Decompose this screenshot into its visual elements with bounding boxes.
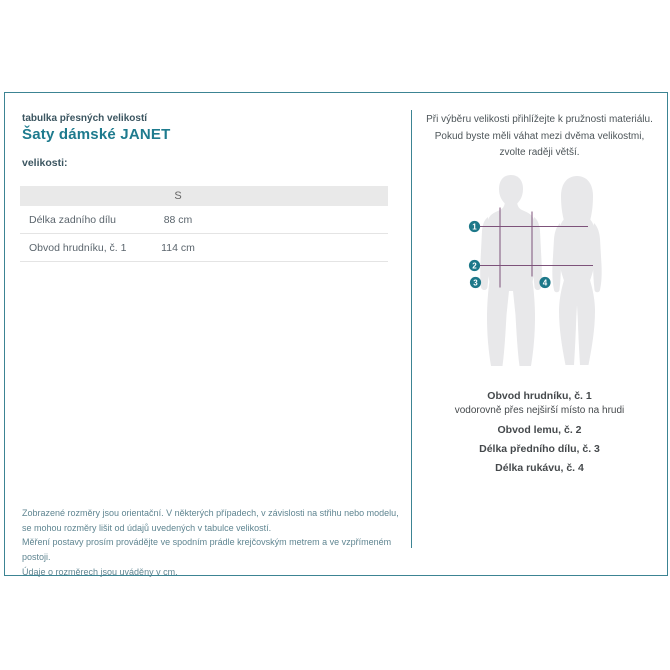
table-row: [20, 206, 388, 234]
size-advice-line: Při výběru velikosti přihlížejte k pružnosti materiálu.: [426, 114, 653, 125]
legend-item: Délka rukávu, č. 4: [495, 462, 584, 474]
measurement-label: Délka zadního dílu: [29, 213, 116, 226]
legend-item: Obvod lemu, č. 2: [497, 424, 582, 436]
marker-3-label: 3: [473, 278, 478, 288]
disclaimer: [22, 506, 408, 580]
measurement-figure: [455, 165, 615, 375]
disclaimer-line: Měření postavy prosím provádějte ve spodním prádle krejčovským metrem a ve vzpřímeném postoji.: [22, 537, 392, 563]
product-title: Šaty dámské JANET: [22, 126, 171, 143]
table-eyebrow: tabulka přesných velikostí: [22, 113, 148, 124]
sizes-label: velikosti:: [22, 157, 68, 169]
disclaimer-line: se mohou rozměry lišit od údajů uvedených v tabulce velikostí.: [22, 522, 272, 533]
measurement-legend: [412, 390, 667, 474]
measurement-value: 88 cm: [163, 213, 193, 226]
female-silhouette: [552, 176, 601, 365]
size-table: [20, 186, 388, 262]
marker-1-label: 1: [472, 222, 477, 232]
legend-item: Obvod hrudníku, č. 1: [487, 390, 592, 402]
measurement-label: Obvod hrudníku, č. 1: [29, 241, 127, 254]
size-column-header: S: [174, 190, 182, 202]
size-advice-line: zvolte raději větší.: [499, 147, 580, 158]
disclaimer-line: Zobrazené rozměry jsou orientační. V některých případech, v závislosti na střihu nebo modelu,: [22, 508, 399, 518]
marker-4-label: 4: [542, 278, 548, 288]
legend-item: Délka předního dílu, č. 3: [479, 443, 600, 455]
size-advice-line: Pokud byste měli váhat mezi dvěma velikostmi,: [434, 130, 645, 142]
disclaimer-line: Údaje o rozměrech jsou uváděny v cm.: [22, 566, 178, 577]
vertical-divider: [411, 110, 412, 548]
legend-item-sub: vodorovně přes nejširší místo na hrudi: [454, 405, 625, 416]
size-advice: [412, 112, 667, 162]
measurement-value: 114 cm: [161, 241, 195, 254]
size-chart-panel: [4, 92, 668, 576]
table-row: [20, 234, 388, 262]
male-silhouette: [480, 175, 542, 366]
size-table-header: [20, 186, 388, 206]
marker-2-label: 2: [472, 261, 477, 271]
